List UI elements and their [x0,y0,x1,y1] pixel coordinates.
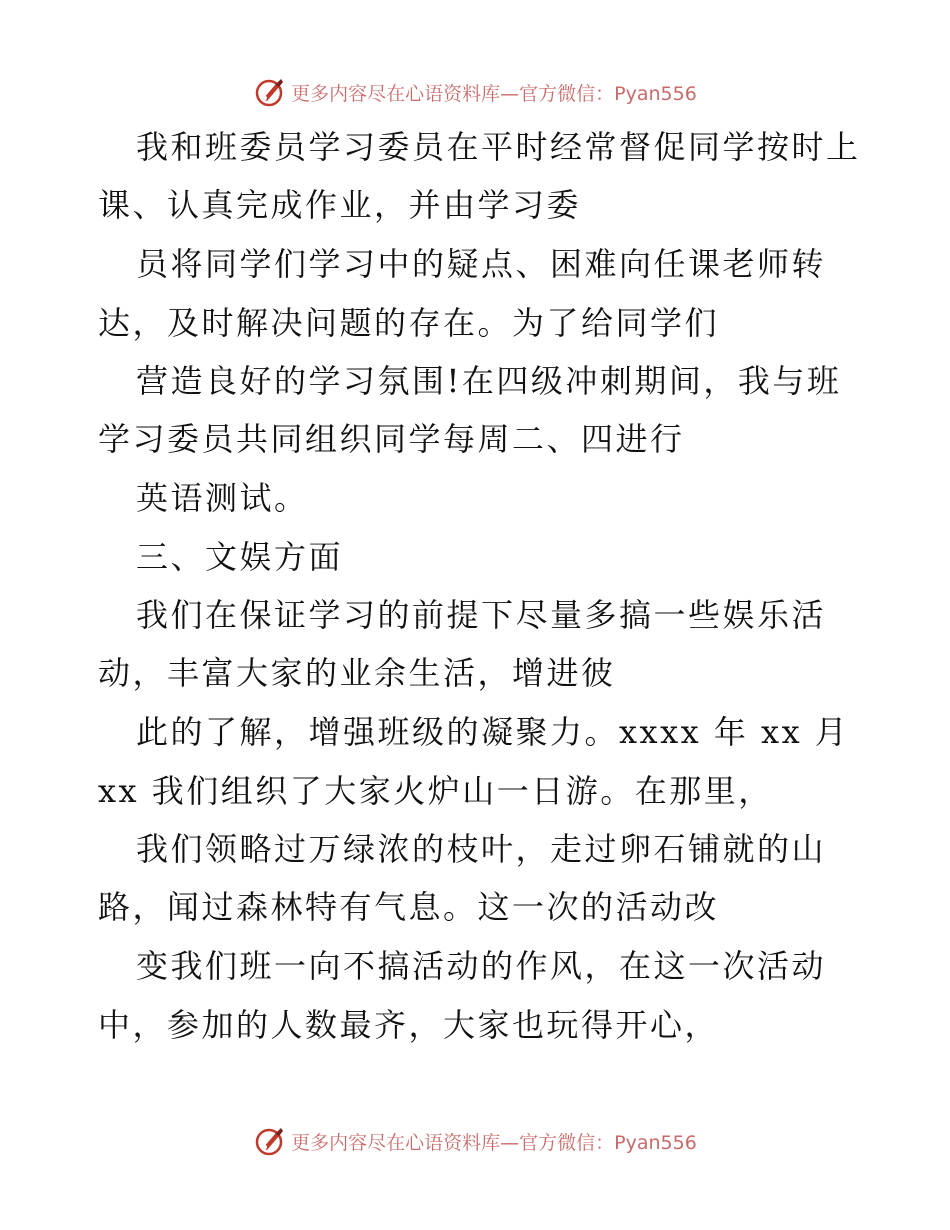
body-line: 我们领略过万绿浓的枝叶，走过卵石铺就的山 [136,830,827,868]
body-line: 我们在保证学习的前提下尽量多搞一些娱乐活 [136,596,827,634]
body-line: 营造良好的学习氛围!在四级冲刺期间，我与班 [136,362,842,400]
header-banner [0,72,950,112]
footer-banner [0,1121,950,1161]
body-line: 此的了解，增强班级的凝聚力。xxxx 年 xx 月 [136,713,850,751]
body-line: 课、认真完成作业，并由学习委 [98,186,582,224]
body-line: 我和班委员学习委员在平时经常督促同学按时上 [136,128,861,166]
footer-banner-text: 更多内容尽在心语资料库—官方微信：Pyan556 [291,1131,697,1154]
body-line: 英语测试。 [136,479,309,517]
body-line: 达，及时解决问题的存在。为了给同学们 [98,304,720,342]
header-banner-text: 更多内容尽在心语资料库—官方微信：Pyan556 [291,82,697,105]
body-line: 学习委员共同组织同学每周二、四进行 [98,420,685,458]
body-line: 变我们班一向不搞活动的作风，在这一次活动 [136,947,827,985]
body-line: 路，闻过森林特有气息。这一次的活动改 [98,888,720,926]
body-line: 员将同学们学习中的疑点、困难向任课老师转 [136,245,827,283]
body-line: 动，丰富大家的业余生活，增进彼 [98,654,616,692]
pen-logo-icon [253,1124,287,1158]
pen-logo-icon [253,75,287,109]
body-line: xx 我们组织了大家火炉山一日游。在那里， [98,772,773,810]
body-line: 中，参加的人数最齐，大家也玩得开心， [98,1006,720,1044]
section-heading: 三、文娱方面 [136,538,344,576]
